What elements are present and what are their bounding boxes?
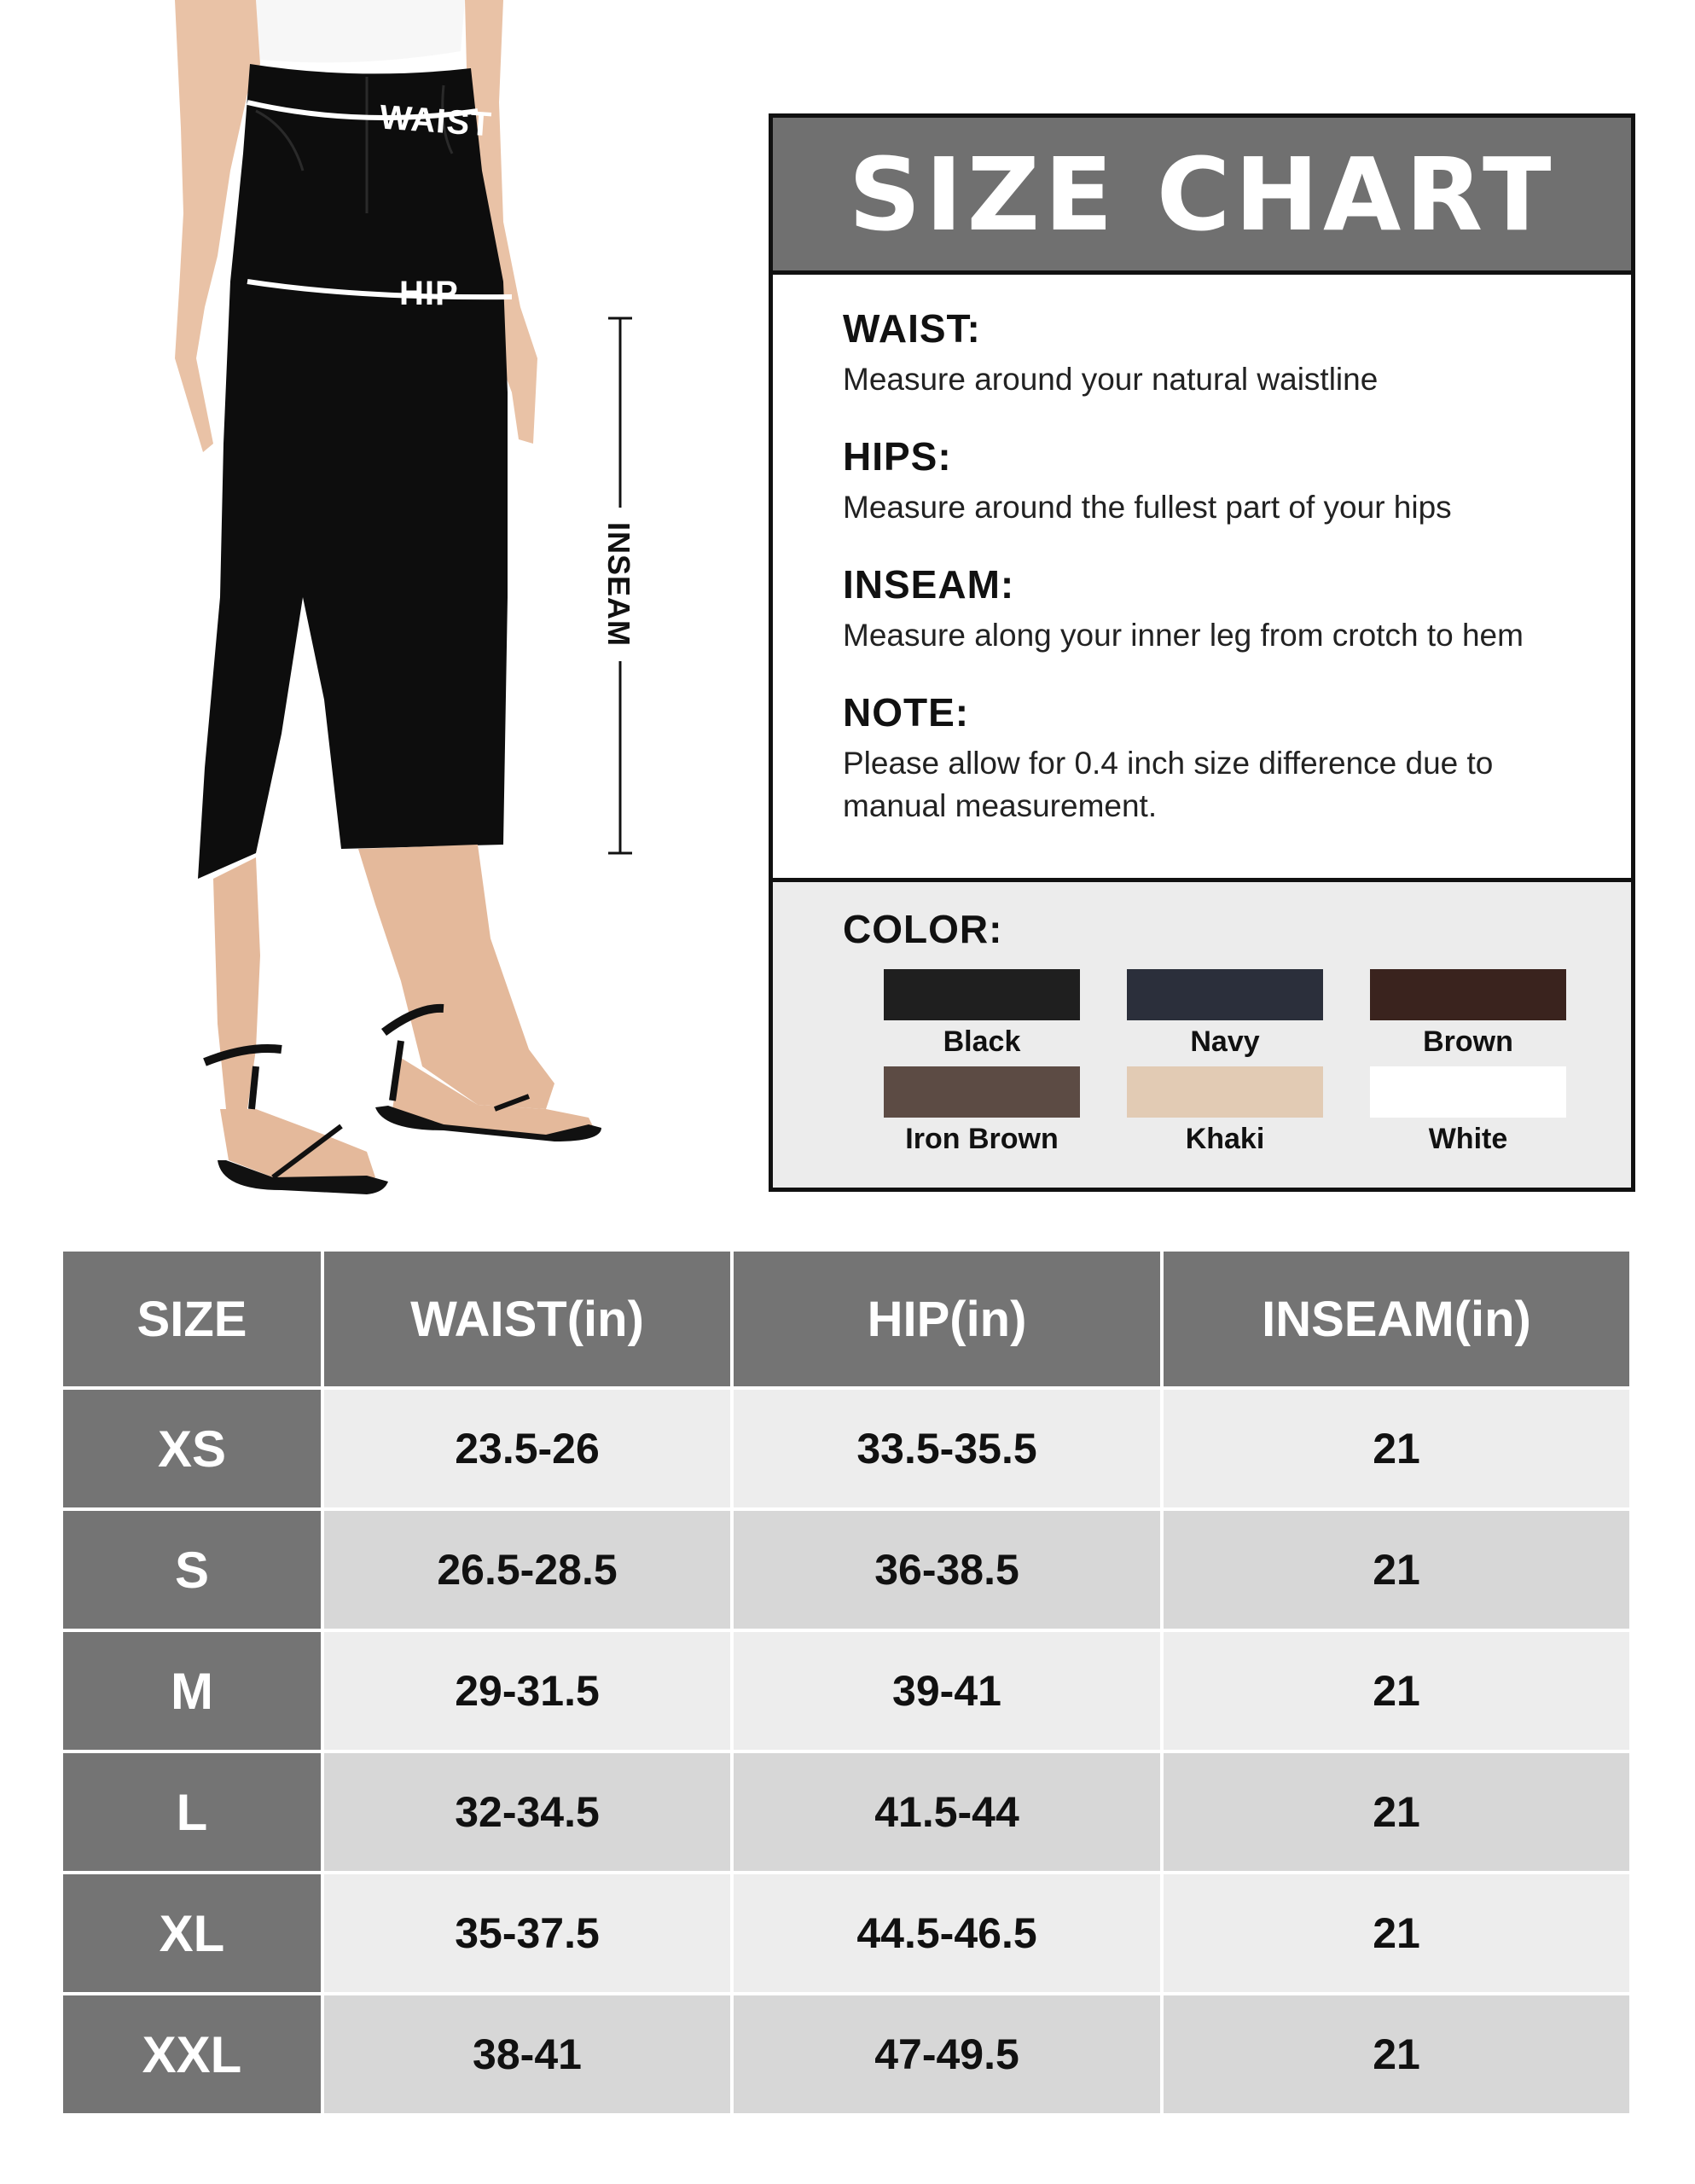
inseam-cell: 21 [1164, 1874, 1629, 1992]
swatch-color-name: White [1428, 1123, 1508, 1155]
waist-cell: 26.5-28.5 [324, 1511, 730, 1629]
measurement-definitions [773, 275, 1631, 882]
table-row [63, 1874, 1629, 1992]
swatch-color-box [884, 1066, 1080, 1118]
definition-hips [843, 433, 1631, 529]
swatch-color-box [1370, 969, 1566, 1020]
size-cell: XS [63, 1390, 321, 1507]
hip-cell: 36-38.5 [734, 1511, 1160, 1629]
definition-note [843, 689, 1631, 828]
column-header-size: SIZE [63, 1252, 321, 1386]
definition-text: Measure around the fullest part of your hips [843, 490, 1452, 525]
definition-text: Measure around your natural waistline [843, 362, 1379, 397]
waist-cell: 32-34.5 [324, 1753, 730, 1871]
waist-cell: 35-37.5 [324, 1874, 730, 1992]
size-cell: L [63, 1753, 321, 1871]
color-swatch [1370, 969, 1566, 1060]
table-header-row [63, 1252, 1629, 1386]
swatch-color-name: Black [943, 1025, 1021, 1058]
color-swatch [1127, 1066, 1323, 1157]
swatch-color-box [884, 969, 1080, 1020]
hip-cell: 33.5-35.5 [734, 1390, 1160, 1507]
swatch-color-box [1127, 969, 1323, 1020]
hip-cell: 39-41 [734, 1632, 1160, 1750]
hip-cell: 47-49.5 [734, 1995, 1160, 2113]
table-row [63, 1390, 1629, 1507]
color-swatch [1127, 969, 1323, 1060]
definition-waist [843, 305, 1631, 401]
color-title: COLOR: [843, 907, 1003, 951]
size-chart-panel [769, 113, 1635, 1192]
table-row [63, 1753, 1629, 1871]
size-chart-header [773, 118, 1631, 275]
model-figure [0, 0, 734, 1220]
inseam-cell: 21 [1164, 1390, 1629, 1507]
color-swatch [1370, 1066, 1566, 1157]
column-header-waist: WAIST(in) [324, 1252, 730, 1386]
definition-text: Measure along your inner leg from crotch to hem [843, 618, 1524, 653]
size-cell: M [63, 1632, 321, 1750]
hip-measure-label: HIP [399, 275, 459, 312]
size-cell: XXL [63, 1995, 321, 2113]
size-cell: XL [63, 1874, 321, 1992]
definition-title: HIPS: [843, 434, 952, 479]
color-swatch-grid [843, 969, 1631, 1157]
table-row [63, 1995, 1629, 2113]
size-table [60, 1248, 1633, 2117]
definition-text: Please allow for 0.4 inch size difference due to manual measurement. [843, 746, 1494, 823]
definition-title: NOTE: [843, 690, 970, 735]
color-swatch [884, 969, 1080, 1060]
size-cell: S [63, 1511, 321, 1629]
inseam-cell: 21 [1164, 1995, 1629, 2113]
hip-cell: 44.5-46.5 [734, 1874, 1160, 1992]
swatch-color-name: Iron Brown [905, 1123, 1059, 1155]
inseam-cell: 21 [1164, 1632, 1629, 1750]
swatch-color-name: Khaki [1185, 1123, 1265, 1155]
swatch-color-name: Navy [1190, 1025, 1260, 1058]
waist-measure-label: WAIST [378, 98, 494, 144]
column-header-hip: HIP(in) [734, 1252, 1160, 1386]
color-swatch [884, 1066, 1080, 1157]
table-row [63, 1511, 1629, 1629]
inseam-label-text: INSEAM [601, 521, 637, 648]
definition-title: WAIST: [843, 306, 981, 351]
size-chart-title: SIZE CHART [848, 135, 1556, 253]
waist-cell: 29-31.5 [324, 1632, 730, 1750]
inseam-measure-label [595, 521, 642, 648]
swatch-color-box [1127, 1066, 1323, 1118]
hip-cell: 41.5-44 [734, 1753, 1160, 1871]
definition-title: INSEAM: [843, 562, 1015, 607]
table-row [63, 1632, 1629, 1750]
color-options [773, 882, 1631, 1188]
inseam-cell: 21 [1164, 1753, 1629, 1871]
swatch-color-name: Brown [1423, 1025, 1513, 1058]
waist-cell: 23.5-26 [324, 1390, 730, 1507]
inseam-cell: 21 [1164, 1511, 1629, 1629]
definition-inseam [843, 561, 1631, 657]
swatch-color-box [1370, 1066, 1566, 1118]
column-header-inseam: INSEAM(in) [1164, 1252, 1629, 1386]
waist-cell: 38-41 [324, 1995, 730, 2113]
